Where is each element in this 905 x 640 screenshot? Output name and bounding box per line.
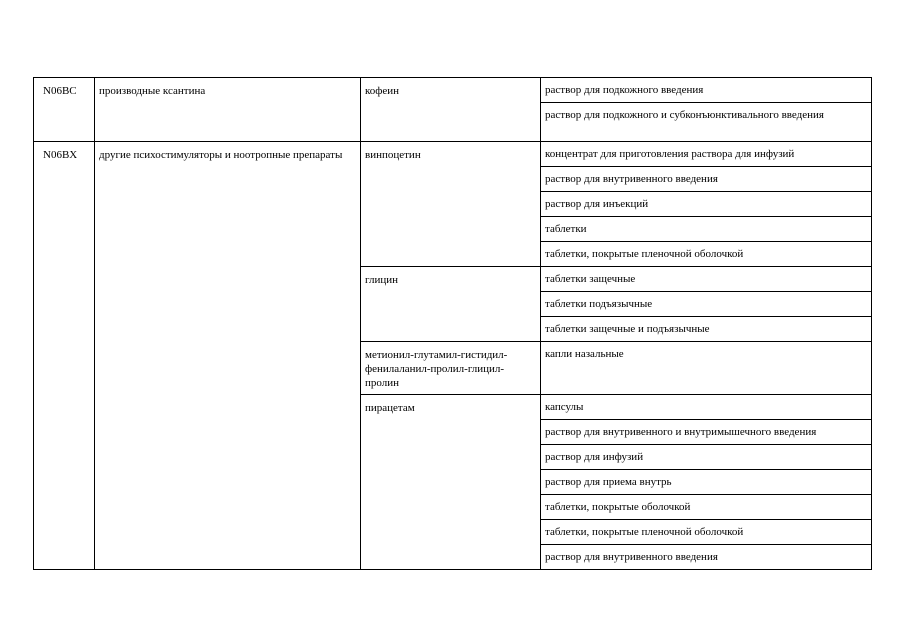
substance-name-cell: метионил-глутамил-гистидил-фенилаланил-пролил-глицил-пролин	[361, 342, 541, 395]
dosage-form-cell: таблетки	[541, 217, 872, 242]
dosage-form-cell: раствор для инфузий	[541, 445, 872, 470]
dosage-form-cell: капсулы	[541, 395, 872, 420]
dosage-form-cell: таблетки подъязычные	[541, 292, 872, 317]
dosage-form-cell: раствор для приема внутрь	[541, 470, 872, 495]
dosage-form-cell: раствор для внутривенного введения	[541, 545, 872, 570]
atc-group-name-cell: другие психостимуляторы и ноотропные препараты	[95, 142, 361, 570]
dosage-form-cell: раствор для подкожного и субконъюнктивального введения	[541, 103, 872, 142]
substance-name-cell: кофеин	[361, 78, 541, 142]
dosage-form-cell: таблетки защечные	[541, 267, 872, 292]
table-row	[34, 78, 872, 103]
dosage-form-cell: раствор для внутривенного и внутримышечного введения	[541, 420, 872, 445]
dosage-form-cell: таблетки защечные и подъязычные	[541, 317, 872, 342]
dosage-form-cell: концентрат для приготовления раствора для инфузий	[541, 142, 872, 167]
atc-code-cell: N06BC	[34, 78, 95, 142]
table-row	[34, 142, 872, 167]
dosage-form-cell: раствор для внутривенного введения	[541, 167, 872, 192]
atc-group-name-cell: производные ксантина	[95, 78, 361, 142]
substance-name-cell: пирацетам	[361, 395, 541, 570]
dosage-form-cell: капли назальные	[541, 342, 872, 395]
substance-name-cell: глицин	[361, 267, 541, 342]
dosage-form-cell: таблетки, покрытые пленочной оболочкой	[541, 242, 872, 267]
dosage-form-cell: раствор для инъекций	[541, 192, 872, 217]
drug-table	[33, 77, 872, 570]
dosage-form-cell: раствор для подкожного введения	[541, 78, 872, 103]
substance-name-cell: винпоцетин	[361, 142, 541, 267]
atc-code-cell: N06BX	[34, 142, 95, 570]
dosage-form-cell: таблетки, покрытые оболочкой	[541, 495, 872, 520]
dosage-form-cell: таблетки, покрытые пленочной оболочкой	[541, 520, 872, 545]
